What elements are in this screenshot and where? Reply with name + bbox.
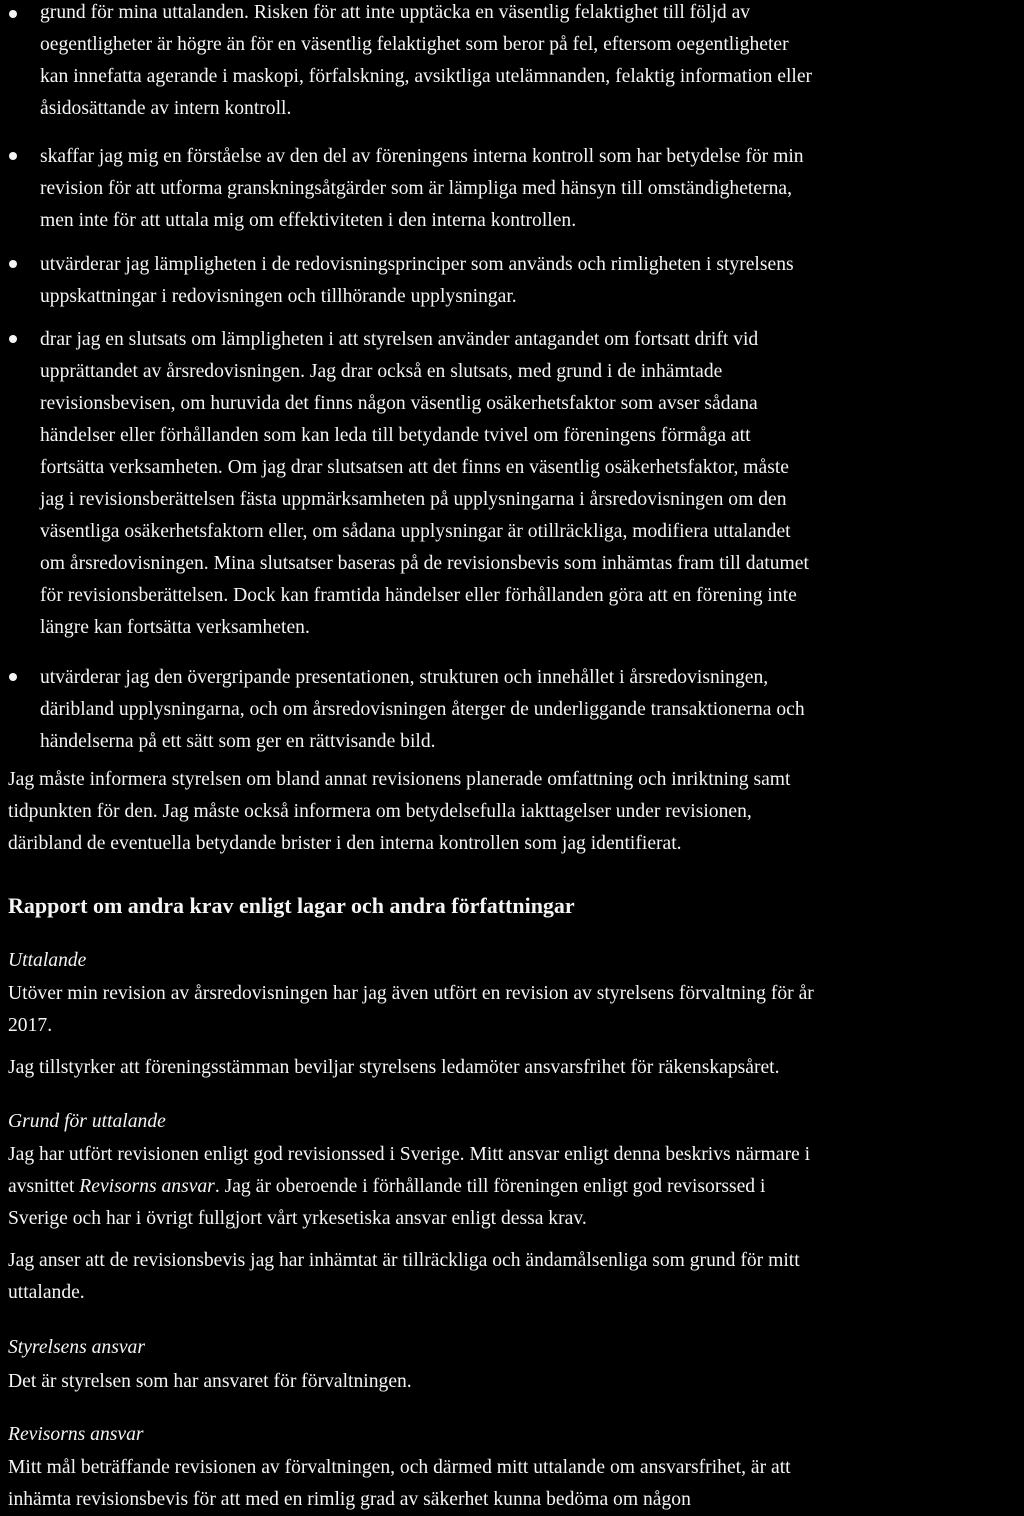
bullet-text: drar jag en slutsats om lämpligheten i att styrelsen använder antagandet om fortsatt drift vid upprättandet av årsredovisningen. Jag drar också en slutsats, med grund i de inhämtade revisionsbevisen, om huruvida det finns någon väsentlig osäkerhetsfaktor som avser sådana händelser eller förhållanden som kan leda till betydande tvivel om föreningens förmåga att fortsätta verksamheten. Om jag drar slutsatsen att det finns en väsentlig osäkerhetsfaktor, måste jag i revisionsberättelsen fästa uppmärksamheten på upplysningarna i årsredovisningen om den väsentliga osäkerhetsfaktorn eller, om sådana upplysningar är otillräckliga, modifiera uttalandet om årsredovisningen. Mina slutsatser baseras på de revisionsbevis som inhämtas fram till datumet för revisionsberättelsen. Dock kan framtida händelser eller förhållanden göra att en förening inte längre kan fortsätta verksamheten. [40, 329, 809, 638]
bullet-dot [9, 152, 17, 160]
subheading-styrelsens-ansvar: Styrelsens ansvar [8, 1337, 145, 1358]
bullet-dot [9, 673, 17, 681]
bullet-text: skaffar jag mig en förståelse av den del av föreningens interna kontroll som har betydelse för min revision för att utforma granskningsåtgärder som är lämpliga med hänsyn till omständigheterna, men inte för att uttala mig om effektiviteten i den interna kontrollen. [40, 146, 804, 231]
uttalande-paragraph-2: Jag tillstyrker att föreningsstämman beviljar styrelsens ledamöter ansvarsfrihet för räkenskapsåret. [8, 1057, 780, 1078]
bullet-dot [9, 335, 17, 343]
grund-line-with-reference: avsnittet Revisorns ansvar. Jag är oberoende i förhållande till föreningen enligt god revisorssed i [8, 1176, 766, 1197]
revisorns-ansvar-reference: Revisorns ansvar [79, 1176, 215, 1197]
bullet-dot [9, 260, 17, 268]
bullet-text: utvärderar jag den övergripande presentationen, strukturen och innehållet i årsredovisningen, däribland upplysningarna, och om årsredovisningen återger de underliggande transaktionerna och händelserna på ett sätt som ger en rättvisande bild. [40, 667, 805, 752]
grund-paragraph-2: Jag anser att de revisionsbevis jag har inhämtat är tillräckliga och ändamålsenliga som grund för mitt uttalande. [8, 1250, 800, 1303]
subheading-revisorns-ansvar: Revisorns ansvar [8, 1424, 144, 1445]
uttalande-paragraph-1: Utöver min revision av årsredovisningen har jag även utfört en revision av styrelsens förvaltning för år 2017. [8, 983, 814, 1036]
styrelsens-ansvar-paragraph: Det är styrelsen som har ansvaret för förvaltningen. [8, 1371, 412, 1392]
section-heading: Rapport om andra krav enligt lagar och andra författningar [8, 893, 575, 918]
bullet-text: utvärderar jag lämpligheten i de redovisningsprinciper som används och rimligheten i styrelsens uppskattningar i redovisningen och tillhörande upplysningar. [40, 254, 794, 307]
subheading-grund-for-uttalande: Grund för uttalande [8, 1111, 166, 1132]
bullet-dot [9, 10, 17, 18]
subheading-uttalande: Uttalande [8, 950, 87, 971]
revisorns-ansvar-paragraph: Mitt mål beträffande revisionen av förvaltningen, och därmed mitt uttalande om ansvarsfrihet, är att inhämta revisionsbevis för att med en rimlig grad av säkerhet kunna bedöma om någon [8, 1457, 791, 1510]
grund-paragraph-1: Jag har utfört revisionen enligt god revisionssed i Sverige. Mitt ansvar enligt denna beskrivs närmare i avsnittet Revisorns ansvar. Jag är oberoende i förhållande till föreningen enligt god revisorssed i Sverige och har i övrigt fullgjort vårt yrkesetiska ansvar enligt dessa krav. [8, 1139, 1018, 1235]
inform-board-paragraph: Jag måste informera styrelsen om bland annat revisionens planerade omfattning och inriktning samt tidpunkten för den. Jag måste också informera om betydelsefulla iakttagelser under revisionen, däribland de eventuella betydande brister i den interna kontrollen som jag identifierat. [8, 769, 791, 854]
bullet-text: grund för mina uttalanden. Risken för att inte upptäcka en väsentlig felaktighet till följd av oegentligheter är högre än för en väsentlig felaktighet som beror på fel, eftersom oegentligheter kan innefatta agerande i maskopi, förfalskning, avsiktliga utelämnanden, felaktig information eller åsidosättande av intern kontroll. [40, 2, 813, 119]
